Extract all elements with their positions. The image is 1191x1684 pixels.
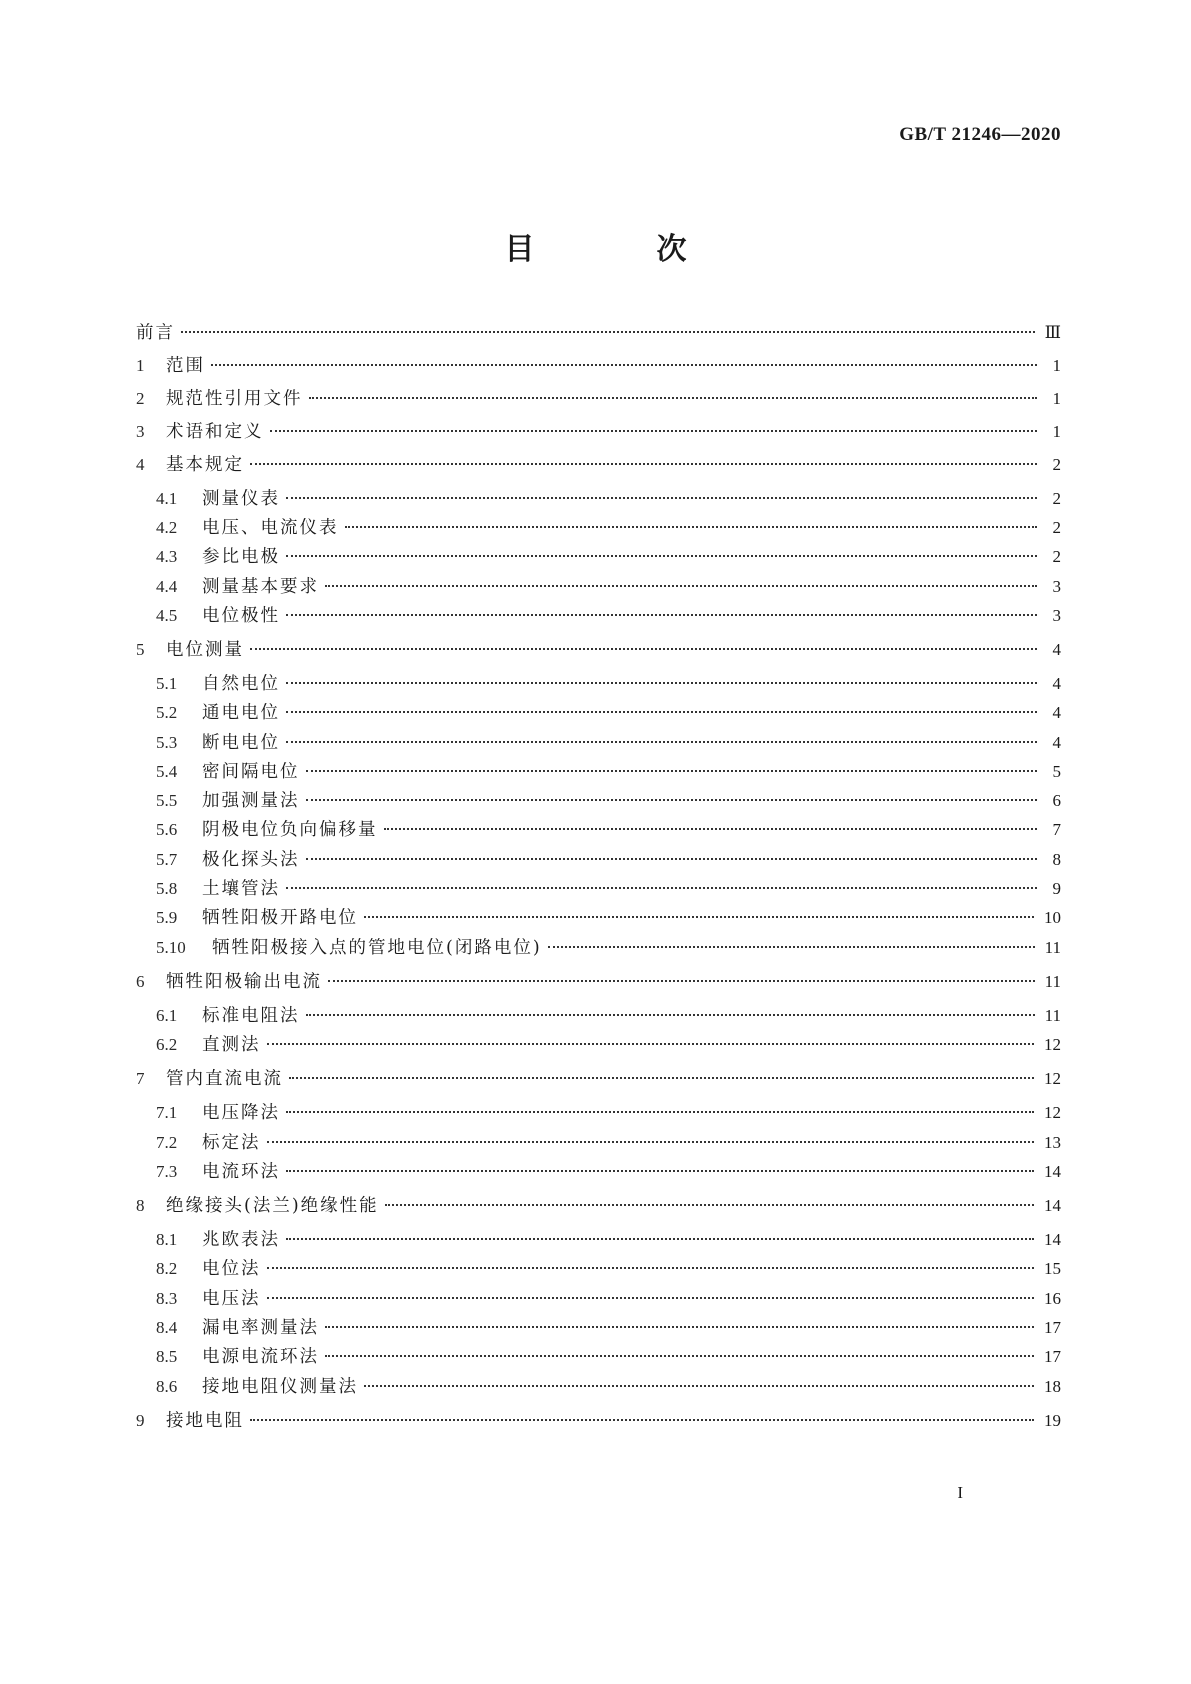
toc-subsection-6-2[interactable] (136, 1034, 1061, 1056)
dot-leader (309, 397, 1038, 399)
toc-entry-number: 7.1 (156, 1103, 178, 1122)
toc-entry-number: 5 (136, 640, 145, 659)
toc-entry-number: 5.5 (156, 791, 178, 810)
dot-leader (286, 555, 1037, 557)
toc-title: 目 次 (504, 232, 733, 267)
toc-entry-label: 直测法 (202, 1035, 261, 1055)
toc-entry-label: 绝缘接头(法兰)绝缘性能 (166, 1196, 379, 1216)
dot-leader (250, 1419, 1034, 1421)
toc-section-4[interactable] (136, 454, 1061, 476)
dot-leader (286, 1170, 1034, 1172)
toc-entry-page: 5 (1052, 762, 1061, 781)
toc-entry-label: 牺牲阳极接入点的管地电位(闭路电位) (212, 938, 542, 958)
toc-entry-label: 电源电流环法 (202, 1347, 319, 1367)
toc-entry-label: 通电电位 (202, 703, 280, 723)
toc-section-7[interactable] (136, 1068, 1061, 1090)
dot-leader (384, 828, 1038, 830)
toc-entry-page: 12 (1044, 1035, 1061, 1054)
toc-entry-label: 范围 (166, 356, 205, 376)
toc-entry-label: 电位极性 (202, 606, 280, 626)
dot-leader (306, 770, 1038, 772)
toc-entry-page: 2 (1052, 518, 1061, 537)
toc-subsection-4-2[interactable] (136, 517, 1061, 539)
toc-subsection-4-5[interactable] (136, 605, 1061, 627)
toc-entry-page: 8 (1052, 850, 1061, 869)
toc-subsection-7-3[interactable] (136, 1161, 1061, 1183)
toc-subsection-8-6[interactable] (136, 1376, 1061, 1398)
toc-entry-label: 电压降法 (202, 1103, 280, 1123)
toc-entry-page: 14 (1044, 1162, 1061, 1181)
toc-subsection-5-3[interactable] (136, 732, 1061, 754)
toc-entry-number: 8.5 (156, 1347, 178, 1366)
dot-leader (286, 741, 1037, 743)
toc-entry-page: 14 (1044, 1230, 1061, 1249)
toc-entry-label: 阴极电位负向偏移量 (202, 820, 378, 840)
toc-entry-page: 17 (1044, 1347, 1061, 1366)
dot-leader (250, 463, 1037, 465)
toc-entry-number: 8.2 (156, 1259, 178, 1278)
page-number: I (957, 1483, 963, 1502)
toc-entry-page: 10 (1044, 908, 1061, 927)
toc-entry-number: 8.4 (156, 1318, 178, 1337)
toc-entry-page: 4 (1052, 703, 1061, 722)
toc-entry-label: 电位法 (202, 1259, 261, 1279)
toc-entry-page: 2 (1052, 489, 1061, 508)
toc-entry-number: 5.3 (156, 733, 178, 752)
toc-entry-label: 断电电位 (202, 733, 280, 753)
toc-subsection-5-7[interactable] (136, 849, 1061, 871)
toc-entry-page: 19 (1044, 1411, 1061, 1430)
toc-entry-page: 17 (1044, 1318, 1061, 1337)
dot-leader (364, 916, 1034, 918)
dot-leader (286, 887, 1037, 889)
toc-subsection-7-2[interactable] (136, 1132, 1061, 1154)
toc-subsection-8-1[interactable] (136, 1229, 1061, 1251)
toc-entry-page: 1 (1052, 422, 1061, 441)
toc-subsection-5-1[interactable] (136, 673, 1061, 695)
dot-leader (325, 585, 1037, 587)
dot-leader (385, 1204, 1034, 1206)
toc-section-3[interactable] (136, 421, 1061, 443)
toc-subsection-5-9[interactable] (136, 907, 1061, 929)
toc-subsection-7-1[interactable] (136, 1102, 1061, 1124)
toc-entry-number: 4.4 (156, 577, 178, 596)
toc-subsection-8-2[interactable] (136, 1258, 1061, 1280)
toc-entry-number: 4.2 (156, 518, 178, 537)
toc-entry-label: 标准电阻法 (202, 1006, 300, 1026)
toc-entry-number: 3 (136, 422, 145, 441)
toc-entry-label: 土壤管法 (202, 879, 280, 899)
toc-entry-number: 7.2 (156, 1133, 178, 1152)
dot-leader (325, 1326, 1034, 1328)
toc-entry-number: 5.2 (156, 703, 178, 722)
toc-subsection-5-2[interactable] (136, 702, 1061, 724)
dot-leader (267, 1141, 1035, 1143)
toc-subsection-8-3[interactable] (136, 1288, 1061, 1310)
toc-subsection-8-4[interactable] (136, 1317, 1061, 1339)
toc-entry-label: 管内直流电流 (166, 1069, 283, 1089)
toc-entry-number: 6 (136, 972, 145, 991)
toc-subsection-5-5[interactable] (136, 790, 1061, 812)
toc-entry-number: 5.6 (156, 820, 178, 839)
toc-section-2[interactable] (136, 388, 1061, 410)
toc-subsection-4-4[interactable] (136, 576, 1061, 598)
toc-entry-label: 测量基本要求 (202, 577, 319, 597)
dot-leader (286, 614, 1037, 616)
toc-entry-number: 5.9 (156, 908, 178, 927)
dot-leader (364, 1385, 1034, 1387)
dot-leader (306, 858, 1038, 860)
toc-entry-label: 加强测量法 (202, 791, 300, 811)
toc-entry-page: 1 (1052, 356, 1061, 375)
toc-entry-number: 5.1 (156, 674, 178, 693)
toc-section-8[interactable] (136, 1195, 1061, 1217)
toc-entry-number: 4.3 (156, 547, 178, 566)
toc-entry-label: 牺牲阳极开路电位 (202, 908, 358, 928)
toc-entry-page: 1 (1052, 389, 1061, 408)
toc-entry-page: 3 (1052, 577, 1061, 596)
dot-leader (306, 799, 1038, 801)
toc-entry-page: 12 (1044, 1103, 1061, 1122)
dot-leader (289, 1077, 1034, 1079)
toc-entry-number: 2 (136, 389, 145, 408)
dot-leader (345, 526, 1038, 528)
dot-leader (328, 980, 1035, 982)
toc-entry-page: 4 (1052, 640, 1061, 659)
toc-entry-label: 标定法 (202, 1133, 261, 1153)
toc-entry-number: 8 (136, 1196, 145, 1215)
toc-entry-number: 4 (136, 455, 145, 474)
toc-entry-number: 8.1 (156, 1230, 178, 1249)
toc-entry-label: 电压法 (202, 1289, 261, 1309)
toc-entry-label: 极化探头法 (202, 850, 300, 870)
toc-entry-page: 4 (1052, 733, 1061, 752)
dot-leader (267, 1267, 1035, 1269)
dot-leader (211, 364, 1037, 366)
dot-leader (181, 331, 1035, 333)
toc-entry-label: 漏电率测量法 (202, 1318, 319, 1338)
toc-entry-label: 牺牲阳极输出电流 (166, 972, 322, 992)
dot-leader (286, 711, 1037, 713)
toc-entry-label: 测量仪表 (202, 489, 280, 509)
toc-entry-page: 2 (1052, 455, 1061, 474)
toc-section-1[interactable] (136, 355, 1061, 377)
standard-code: GB/T 21246—2020 (899, 124, 1061, 145)
toc-entry-page: 18 (1044, 1377, 1061, 1396)
toc-entry-label: 术语和定义 (166, 422, 264, 442)
dot-leader (286, 682, 1037, 684)
dot-leader (325, 1355, 1034, 1357)
toc-subsection-5-4[interactable] (136, 761, 1061, 783)
toc-entry-page: 3 (1052, 606, 1061, 625)
dot-leader (286, 497, 1037, 499)
toc-entry-page: Ⅲ (1044, 323, 1061, 342)
toc-entry-label: 兆欧表法 (202, 1230, 280, 1250)
toc-foreword[interactable] (136, 322, 1061, 344)
toc-entry-page: 16 (1044, 1289, 1061, 1308)
toc-subsection-6-1[interactable] (136, 1005, 1061, 1027)
toc-entry-number: 5.10 (156, 938, 186, 957)
toc-entry-label: 电流环法 (202, 1162, 280, 1182)
toc-entry-number: 4.5 (156, 606, 178, 625)
toc-entry-page: 7 (1052, 820, 1061, 839)
toc-entry-label: 前言 (136, 323, 175, 343)
toc-subsection-4-3[interactable] (136, 546, 1061, 568)
dot-leader (306, 1014, 1035, 1016)
toc-entry-page: 14 (1044, 1196, 1061, 1215)
toc-entry-label: 电压、电流仪表 (202, 518, 339, 538)
toc-entry-label: 基本规定 (166, 455, 244, 475)
toc-entry-label: 密间隔电位 (202, 762, 300, 782)
toc-entry-number: 8.3 (156, 1289, 178, 1308)
dot-leader (250, 648, 1037, 650)
toc-entry-number: 5.8 (156, 879, 178, 898)
toc-entry-page: 12 (1044, 1069, 1061, 1088)
toc-entry-label: 自然电位 (202, 674, 280, 694)
dot-leader (286, 1111, 1034, 1113)
toc-section-5[interactable] (136, 639, 1061, 661)
toc-subsection-5-10[interactable] (136, 937, 1061, 959)
toc-entry-label: 电位测量 (166, 640, 244, 660)
toc-entry-label: 接地电阻仪测量法 (202, 1377, 358, 1397)
toc-entry-page: 4 (1052, 674, 1061, 693)
toc-entry-page: 6 (1052, 791, 1061, 810)
toc-entry-page: 11 (1044, 938, 1061, 957)
dot-leader (548, 946, 1035, 948)
toc-section-6[interactable] (136, 971, 1061, 993)
toc-entry-page: 9 (1052, 879, 1061, 898)
toc-entry-number: 4.1 (156, 489, 178, 508)
toc-entry-label: 规范性引用文件 (166, 389, 303, 409)
toc-entry-label: 参比电极 (202, 547, 280, 567)
toc-entry-page: 2 (1052, 547, 1061, 566)
toc-entry-number: 7 (136, 1069, 145, 1088)
toc-entry-page: 15 (1044, 1259, 1061, 1278)
toc-entry-label: 接地电阻 (166, 1411, 244, 1431)
toc-entry-number: 8.6 (156, 1377, 178, 1396)
toc-section-9[interactable] (136, 1410, 1061, 1432)
toc-entry-number: 5.7 (156, 850, 178, 869)
toc-entry-number: 5.4 (156, 762, 178, 781)
toc-entry-page: 11 (1044, 972, 1061, 991)
dot-leader (267, 1043, 1035, 1045)
dot-leader (270, 430, 1038, 432)
toc-entry-number: 9 (136, 1411, 145, 1430)
toc-entry-page: 11 (1044, 1006, 1061, 1025)
toc-entry-number: 7.3 (156, 1162, 178, 1181)
toc-subsection-5-6[interactable] (136, 819, 1061, 841)
dot-leader (286, 1238, 1034, 1240)
toc-subsection-5-8[interactable] (136, 878, 1061, 900)
toc-subsection-8-5[interactable] (136, 1346, 1061, 1368)
toc-entry-number: 6.1 (156, 1006, 178, 1025)
toc-entry-number: 1 (136, 356, 145, 375)
toc-entry-number: 6.2 (156, 1035, 178, 1054)
toc-subsection-4-1[interactable] (136, 488, 1061, 510)
dot-leader (267, 1297, 1035, 1299)
toc-entry-page: 13 (1044, 1133, 1061, 1152)
